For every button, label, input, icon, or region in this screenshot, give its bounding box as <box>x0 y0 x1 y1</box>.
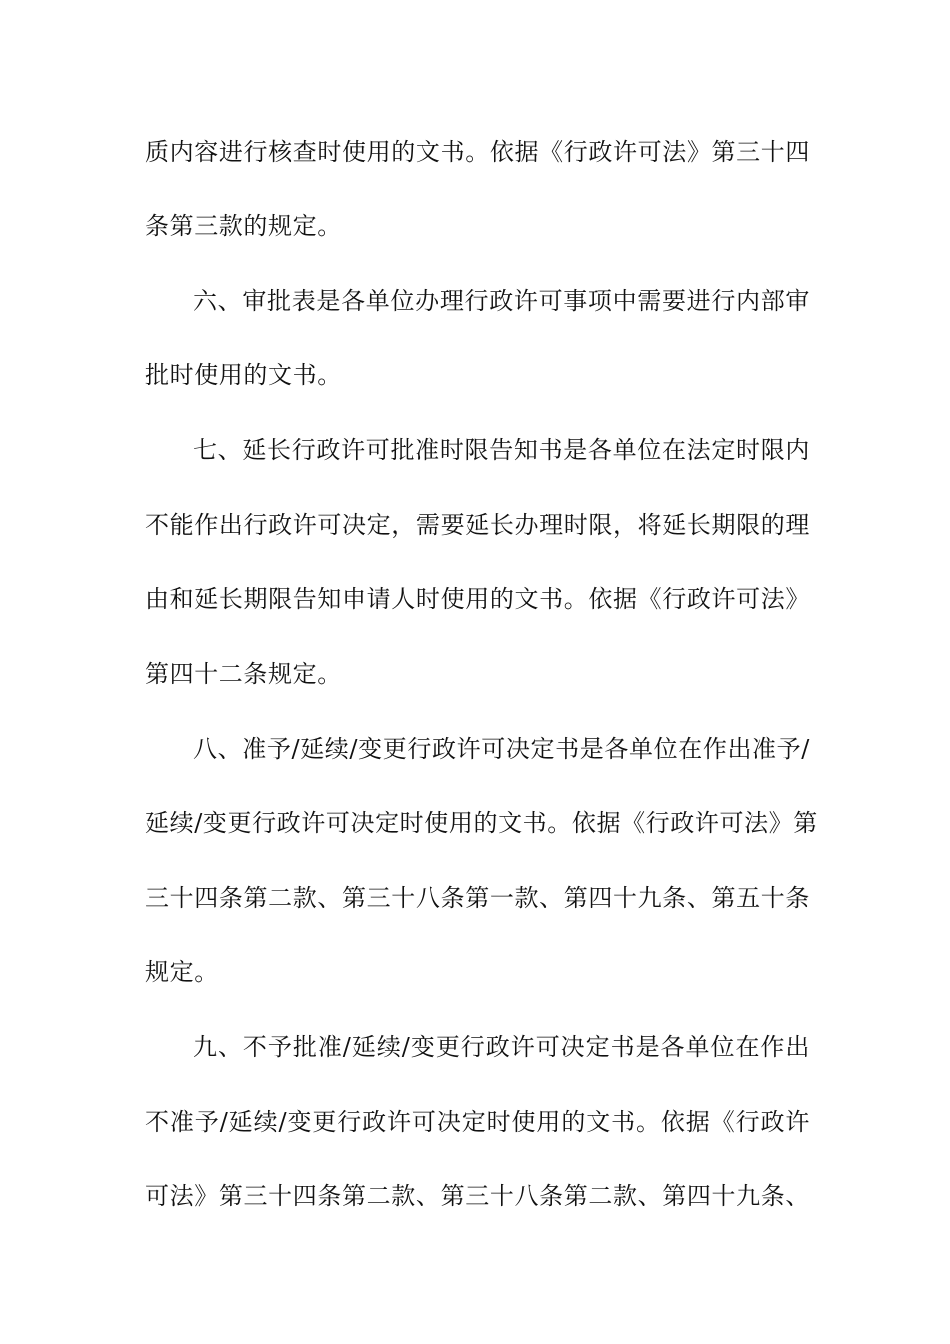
paragraph-line: 不准予/延续/变更行政许可决定时使用的文书。依据《行政许 <box>145 1108 810 1136</box>
paragraph-line: 不能作出行政许可决定，需要延长办理时限，将延长期限的理 <box>145 511 810 539</box>
paragraph-line-seven-start: 七、延长行政许可批准时限告知书是各单位在法定时限内 <box>193 436 810 464</box>
paragraph-line: 可法》第三十四条第二款、第三十八条第二款、第四十九条、 <box>145 1182 810 1210</box>
paragraph-line: 批时使用的文书。 <box>145 361 342 389</box>
paragraph-line: 延续/变更行政许可决定时使用的文书。依据《行政许可法》第 <box>145 809 818 837</box>
paragraph-line-nine-start: 九、不予批准/延续/变更行政许可决定书是各单位在作出 <box>193 1033 810 1061</box>
paragraph-line: 由和延长期限告知申请人时使用的文书。依据《行政许可法》 <box>145 585 810 613</box>
paragraph-line-six-start: 六、审批表是各单位办理行政许可事项中需要进行内部审 <box>193 287 810 315</box>
paragraph-line-eight-start: 八、准予/延续/变更行政许可决定书是各单位在作出准予/ <box>193 735 810 763</box>
paragraph-line: 第四十二条规定。 <box>145 660 342 688</box>
paragraph-line: 质内容进行核查时使用的文书。依据《行政许可法》第三十四 <box>145 138 810 166</box>
paragraph-line: 规定。 <box>145 958 219 986</box>
paragraph-line: 三十四条第二款、第三十八条第一款、第四十九条、第五十条 <box>145 884 810 912</box>
paragraph-line: 条第三款的规定。 <box>145 212 342 240</box>
